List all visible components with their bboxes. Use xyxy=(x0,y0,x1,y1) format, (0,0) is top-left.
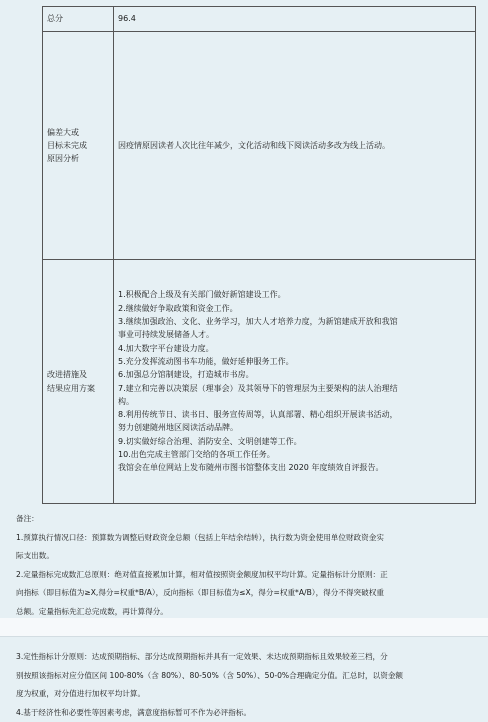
note-line: 4.基于经济性和必要性等因素考虑，满意度指标暂可不作为必评指标。 xyxy=(16,704,478,722)
deviation-reason-row xyxy=(43,32,476,260)
measure-line: 6.加强总分馆制建设，打造城市书房。 xyxy=(118,368,471,381)
label-line: 原因分析 xyxy=(47,152,109,165)
measure-line: 9.切实做好综合治理、消防安全、文明创建等工作。 xyxy=(118,435,471,448)
measure-line: 10.出色完成主管部门交给的各项工作任务。 xyxy=(118,448,471,461)
improvement-measures-row xyxy=(43,260,476,504)
notes-continued xyxy=(16,648,478,722)
total-score-label: 总分 xyxy=(43,7,114,32)
measure-line: 我馆会在单位网站上发布随州市图书馆整体支出 2020 年度绩效自评报告。 xyxy=(118,461,471,474)
total-score-row xyxy=(43,7,476,32)
page-gap xyxy=(0,618,488,636)
notes-heading: 备注： xyxy=(16,510,478,529)
reason-line: 因疫情原因读者人次比往年减少，文化活动和线下阅读活动多改为线上活动。 xyxy=(118,138,471,154)
label-line: 目标未完成 xyxy=(47,139,109,152)
measure-line: 4.加大数字平台建设力度。 xyxy=(118,342,471,355)
measure-line: 1.积极配合上级及有关部门做好新馆建设工作。 xyxy=(118,288,471,301)
measure-line: 努力创建随州地区阅读活动品牌。 xyxy=(118,421,471,434)
measure-line: 2.继续做好争取政策和资金工作。 xyxy=(118,302,471,315)
note-line: 际支出数。 xyxy=(16,547,478,566)
deviation-reason-text xyxy=(114,32,476,260)
improvement-measures-list xyxy=(114,260,476,504)
deviation-reason-label xyxy=(43,32,114,260)
label-line: 偏差大或 xyxy=(47,126,109,139)
improvement-measures-label xyxy=(43,260,114,504)
notes-section xyxy=(16,510,478,621)
measure-line: 5.充分发挥流动图书车功能，做好延伸服务工作。 xyxy=(118,355,471,368)
evaluation-table xyxy=(42,6,476,504)
note-line: 别按照该指标对应分值区间 100-80%（含 80%）、80-50%（含 50%）、50-0%合理确定分值。汇总时，以资金额 xyxy=(16,667,478,686)
note-line: 向指标（即目标值为≥X,得分=权重*B/A），反向指标（即目标值为≤X，得分=权重*A/B），得分不得突破权重 xyxy=(16,584,478,603)
measure-line: 3.继续加强政治、文化、业务学习，加大人才培养力度，为新馆建成开放和我馆 xyxy=(118,315,471,328)
measure-line: 8.利用传统节日、读书日、服务宣传周等，认真部署、精心组织开展读书活动， xyxy=(118,408,471,421)
label-line: 结果应用方案 xyxy=(47,382,109,395)
note-line: 1.预算执行情况口径：预算数为调整后财政资金总额（包括上年结余结转），执行数为资金使用单位财政资金实 xyxy=(16,529,478,548)
label-line: 改进措施及 xyxy=(47,368,109,381)
measure-line: 构。 xyxy=(118,395,471,408)
measure-line: 事业可持续发展储备人才。 xyxy=(118,328,471,341)
measure-line: 7.建立和完善以决策层（理事会）及其领导下的管理层为主要架构的法人治理结 xyxy=(118,382,471,395)
note-line: 度为权重，对分值进行加权平均计算。 xyxy=(16,685,478,704)
total-score-value: 96.4 xyxy=(114,7,476,32)
note-line: 总额。定量指标先汇总完成数，再计算得分。 xyxy=(16,603,478,622)
note-line: 2.定量指标完成数汇总原则：绝对值直接累加计算，相对值按照资金额度加权平均计算。定量指标计分原则：正 xyxy=(16,566,478,585)
note-line: 3.定性指标计分原则：达成预期指标、部分达成预期指标并具有一定效果、未达成预期指标且效果较差三档，分 xyxy=(16,648,478,667)
